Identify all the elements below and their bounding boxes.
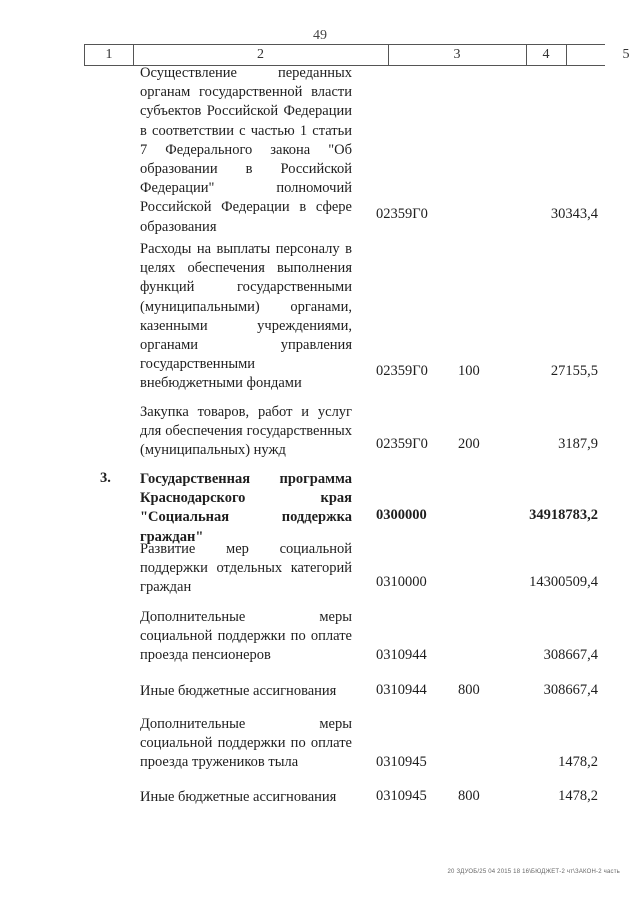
row-code: 0310000 bbox=[376, 574, 427, 590]
row-name: Иные бюджетные ассигнования bbox=[140, 683, 337, 699]
row-name: Развитие мер социальной поддержки отдельных категорий граждан bbox=[140, 541, 352, 596]
footer-file-path: 20 ЗДУОБ/25 04 2015 18 16\БЮДЖЕТ-2 чт\ЗАКОН-2 часть bbox=[447, 869, 620, 875]
row-code: 0310945 bbox=[376, 754, 427, 770]
header-col-5: 5 bbox=[566, 45, 640, 65]
row-name: Иные бюджетные ассигнования bbox=[140, 789, 337, 805]
row-name: Дополнительные меры социальной поддержки по оплате проезда тружеников тыла bbox=[140, 716, 352, 771]
row-code: 02359Г0 bbox=[376, 206, 428, 222]
row-code: 0300000 bbox=[376, 507, 427, 523]
row-number: 3. bbox=[100, 470, 111, 486]
row-sum: 3187,9 bbox=[558, 436, 598, 452]
row-name: Закупка товаров, работ и услуг для обеспечения государственных (муниципальных) нужд bbox=[140, 404, 352, 459]
row-sum: 308667,4 bbox=[543, 682, 598, 698]
row-sum: 1478,2 bbox=[558, 754, 598, 770]
row-type: 100 bbox=[458, 363, 480, 379]
row-type: 200 bbox=[458, 436, 480, 452]
header-col-2: 2 bbox=[133, 45, 389, 65]
row-code: 02359Г0 bbox=[376, 363, 428, 379]
row-sum: 1478,2 bbox=[558, 788, 598, 804]
row-name: Осуществление переданных органам государственной власти субъектов Российской Федерации в соответствии с частью 1 статьи 7 Федерального закона "Об образовании в Российской Федерации" полномочий Российской Федерации в сфере образования bbox=[140, 65, 352, 235]
row-code: 0310944 bbox=[376, 682, 427, 698]
row-sum: 34918783,2 bbox=[529, 507, 598, 523]
row-code: 02359Г0 bbox=[376, 436, 428, 452]
page-number: 49 bbox=[313, 28, 327, 43]
header-col-3: 3 bbox=[388, 45, 527, 65]
row-sum: 308667,4 bbox=[543, 647, 598, 663]
row-name: Государственная программа Краснодарского края "Социальная поддержка граждан" bbox=[140, 471, 352, 545]
row-code: 0310944 bbox=[376, 647, 427, 663]
header-col-1: 1 bbox=[85, 45, 134, 65]
row-type: 800 bbox=[458, 788, 480, 804]
table-header bbox=[84, 44, 630, 66]
row-code: 0310945 bbox=[376, 788, 427, 804]
header-col-4: 4 bbox=[526, 45, 567, 65]
row-sum: 27155,5 bbox=[550, 363, 598, 379]
row-type: 800 bbox=[458, 682, 480, 698]
row-name: Дополнительные меры социальной поддержки по оплате проезда пенсионеров bbox=[140, 609, 352, 664]
row-sum: 30343,4 bbox=[550, 206, 598, 222]
row-sum: 14300509,4 bbox=[529, 574, 598, 590]
row-name: Расходы на выплаты персоналу в целях обеспечения выполнения функций государственными (муниципальными) органами, казенными учреждениями, органами управления государственными внебюджетными фондами bbox=[140, 241, 352, 392]
